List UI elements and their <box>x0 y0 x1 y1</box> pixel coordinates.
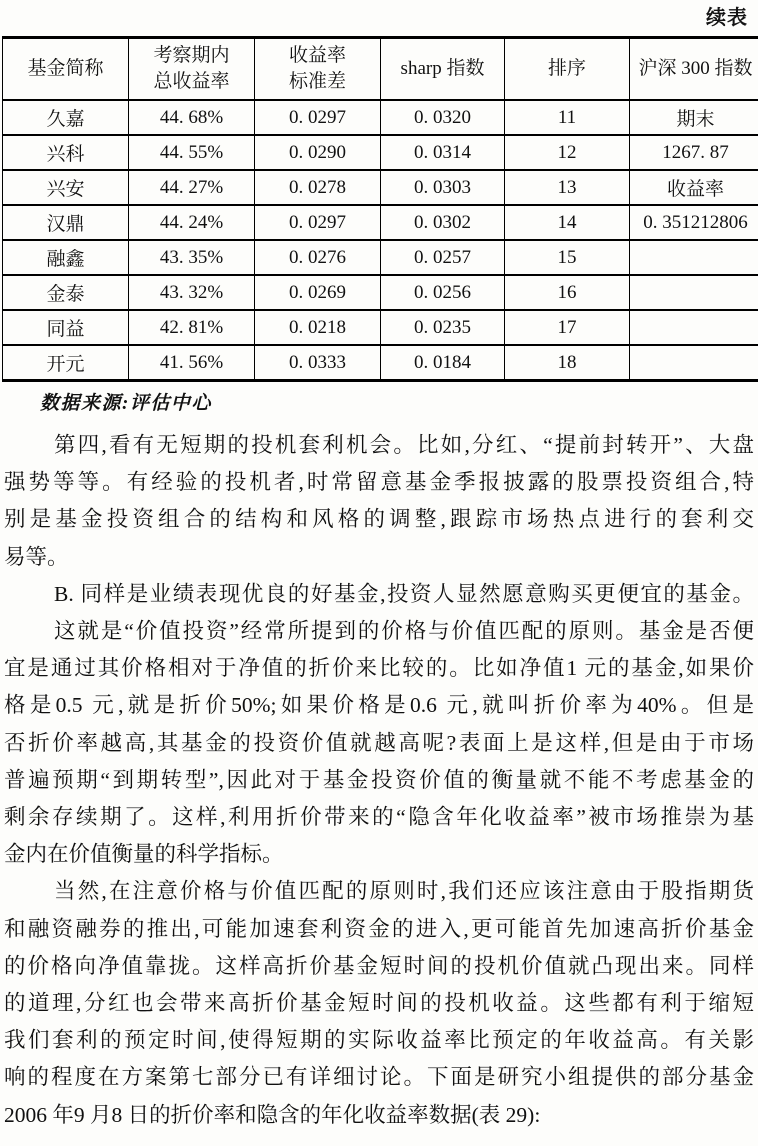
table-cell: 0. 0320 <box>381 100 505 135</box>
table-cell: 期末 <box>630 100 758 135</box>
paragraph <box>4 873 754 1133</box>
table-cell: 兴安 <box>3 170 129 205</box>
column-header-rank: 排序 <box>505 38 630 101</box>
table-cell: 42. 81% <box>129 310 255 345</box>
text-line: B. 同样是业绩表现优良的好基金,投资人显然愿意购买更便宜的基金。 <box>54 581 754 606</box>
table-cell: 0. 0276 <box>255 240 381 275</box>
table-cell: 开元 <box>3 345 129 381</box>
paragraph <box>4 427 754 576</box>
table-cell: 0. 0278 <box>255 170 381 205</box>
table-cell: 44. 27% <box>129 170 255 205</box>
table-cell <box>630 345 758 381</box>
table-cell <box>630 310 758 345</box>
table-cell: 0. 0184 <box>381 345 505 381</box>
table-cell: 1267. 87 <box>630 135 758 170</box>
paragraph <box>4 613 754 873</box>
text-line: 和融资融券的推出,可能加速套利资金的进入,更可能首先加速高折价基金 <box>4 916 754 941</box>
table-cell: 同益 <box>3 310 129 345</box>
table-row <box>3 135 758 170</box>
continued-table-label: 续表 <box>706 7 748 29</box>
table-cell: 0. 0269 <box>255 275 381 310</box>
text-line: 金内在价值衡量的科学指标。 <box>4 842 284 867</box>
data-source-note: 数据来源:评估中心 <box>40 393 212 414</box>
text-line: 的道理,分红也会带来高折价基金短时间的投机收益。这些都有利于缩短 <box>4 991 754 1016</box>
table-cell: 44. 55% <box>129 135 255 170</box>
table-cell: 44. 24% <box>129 205 255 240</box>
text-line: 强势等等。有经验的投机者,时常留意基金季报披露的股票投资组合,特 <box>4 470 754 495</box>
table-cell: 43. 32% <box>129 275 255 310</box>
paragraph <box>4 576 754 613</box>
table-cell: 兴科 <box>3 135 129 170</box>
table-cell: 17 <box>505 310 630 345</box>
table-cell: 12 <box>505 135 630 170</box>
table-row <box>3 100 758 135</box>
table-cell: 0. 0218 <box>255 310 381 345</box>
table-row <box>3 275 758 310</box>
table-cell: 0. 0257 <box>381 240 505 275</box>
table-row <box>3 310 758 345</box>
table-cell: 融鑫 <box>3 240 129 275</box>
fund-performance-table <box>2 36 758 382</box>
table-cell: 15 <box>505 240 630 275</box>
text-line: 第四,看有无短期的投机套利机会。比如,分红、“提前封转开”、大盘 <box>54 433 754 457</box>
table-cell: 收益率 <box>630 170 758 205</box>
table-cell <box>630 275 758 310</box>
table-cell: 41. 56% <box>129 345 255 381</box>
table-cell: 0. 0297 <box>255 100 381 135</box>
column-header-fund-short-name: 基金简称 <box>3 38 129 101</box>
table-row <box>3 345 758 381</box>
text-line: 的价格向净值靠拢。这样高折价基金短时间的投机价值就凸现出来。同样 <box>4 953 754 978</box>
table-cell: 11 <box>505 100 630 135</box>
table-cell: 18 <box>505 345 630 381</box>
header-row <box>3 38 758 101</box>
table-cell: 0. 0303 <box>381 170 505 205</box>
table-row <box>3 170 758 205</box>
text-line: 易等。 <box>4 544 69 569</box>
table-row <box>3 205 758 240</box>
text-line: 宜是通过其价格相对于净值的折价来比较的。比如净值1 元的基金,如果价 <box>4 656 754 681</box>
text-line: 别是基金投资组合的结构和风格的调整,跟踪市场热点进行的套利交 <box>4 507 754 532</box>
column-header-csi300-index: 沪深 300 指数 <box>630 38 758 101</box>
body-text <box>0 427 758 1134</box>
text-line: 响的程度在方案第七部分已有详细讨论。下面是研究小组提供的部分基金 <box>4 1065 754 1090</box>
text-line: 我们套利的预定时间,使得短期的实际收益率比预定的年收益高。有关影 <box>4 1028 754 1053</box>
column-header-total-return-in-period: 考察期内 总收益率 <box>129 38 255 101</box>
table-cell: 0. 0290 <box>255 135 381 170</box>
table-cell: 汉鼎 <box>3 205 129 240</box>
table-cell: 13 <box>505 170 630 205</box>
text-line: 否折价率越高,其基金的投资价值就越高呢?表面上是这样,但是由于市场 <box>4 730 754 755</box>
text-line: 普遍预期“到期转型”,因此对于基金投资价值的衡量就不能不考虑基金的 <box>4 767 754 792</box>
table-cell: 0. 0314 <box>381 135 505 170</box>
text-line: 格是0.5 元,就是折价50%;如果价格是0.6 元,就叫折价率为40%。但是 <box>4 693 754 718</box>
table-cell: 43. 35% <box>129 240 255 275</box>
column-header-return-std-dev: 收益率 标准差 <box>255 38 381 101</box>
table-cell: 0. 0235 <box>381 310 505 345</box>
table-cell: 16 <box>505 275 630 310</box>
table-cell <box>630 240 758 275</box>
table-cell: 14 <box>505 205 630 240</box>
table-cell: 0. 351212806 <box>630 205 758 240</box>
table-cell: 44. 68% <box>129 100 255 135</box>
column-header-sharp-index: sharp 指数 <box>381 38 505 101</box>
text-line: 当然,在注意价格与价值匹配的原则时,我们还应该注意由于股指期货 <box>54 879 754 904</box>
text-line: 这就是“价值投资”经常所提到的价格与价值匹配的原则。基金是否便 <box>54 619 754 644</box>
table-body <box>3 100 758 381</box>
table-header <box>3 38 758 101</box>
table-cell: 久嘉 <box>3 100 129 135</box>
table-cell: 0. 0256 <box>381 275 505 310</box>
text-line: 剩余存续期了。这样,利用折价带来的“隐含年化收益率”被市场推崇为基 <box>4 805 754 830</box>
table-cell: 0. 0333 <box>255 345 381 381</box>
text-line: 2006 年9 月8 日的折价率和隐含的年化收益率数据(表 29): <box>4 1102 541 1127</box>
table-cell: 0. 0297 <box>255 205 381 240</box>
table-row <box>3 240 758 275</box>
table-cell: 0. 0302 <box>381 205 505 240</box>
table-cell: 金泰 <box>3 275 129 310</box>
